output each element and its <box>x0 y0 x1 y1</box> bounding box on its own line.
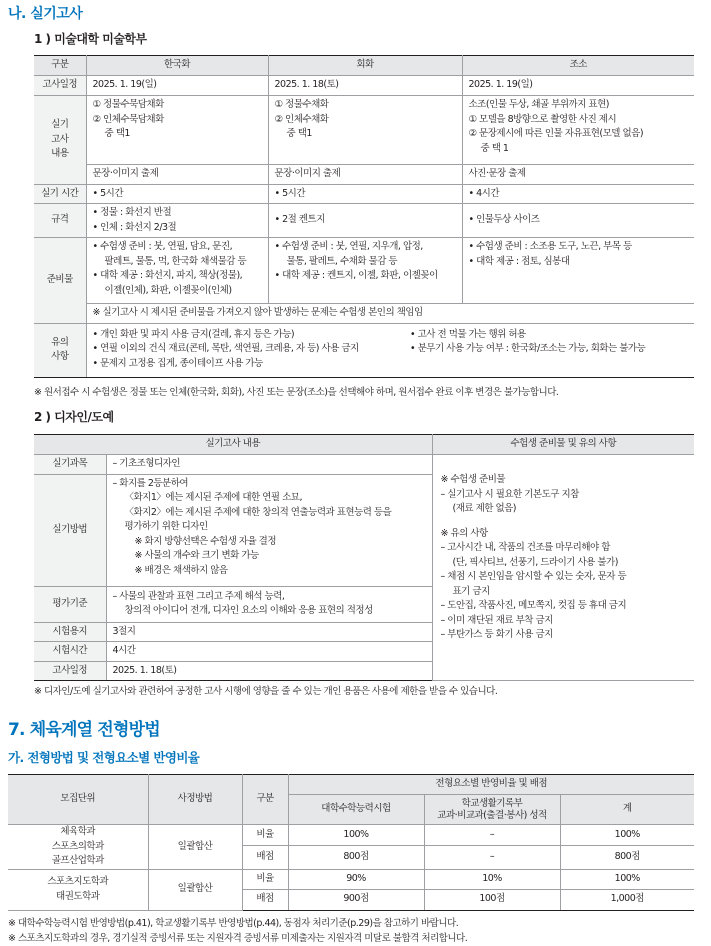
header-ratio-group: 전형요소별 반영비율 및 배점 <box>288 775 694 795</box>
sports-note-2: ※ 스포츠지도학과의 경우, 경기실적 증빙서류 또는 지원자격 증빙서류 미제출자는 지원자격 미달로 불합격 처리합니다. <box>8 933 468 944</box>
total-value: 100% <box>560 869 694 889</box>
header-category: 구분 <box>34 56 86 76</box>
header-sculpture: 조소 <box>462 56 694 76</box>
content-footer-sculpture: 사진·문장 출제 <box>462 165 694 185</box>
content-sculpture: 소조(인물 두상, 쇄골 부위까지 표현) ① 모델을 8방향으로 촬영한 사진 제시 ② 문장제시에 따른 인물 자유표현(모델 없음) 중 택 1 <box>462 96 694 165</box>
row-label-supplies: 준비물 <box>34 238 86 324</box>
exam-date-value: 2025. 1. 18(토) <box>106 661 432 681</box>
school-value: – <box>424 825 560 846</box>
sports-note-1: ※ 대학수학능력시험 반영방법(p.41), 학교생활기록부 반영방법(p.44), 동점자 처리기준(p.29)을 참고하기 바랍니다. <box>8 918 459 929</box>
row-label-criteria: 평가기준 <box>34 586 106 622</box>
school-value: – <box>424 846 560 869</box>
suneung-value: 100% <box>288 825 424 846</box>
spec-sculpture: • 인물두상 사이즈 <box>462 204 694 238</box>
content-painting: ① 정물수채화 ② 인체수채화 중 택1 <box>268 96 462 165</box>
criteria-value: – 사물의 관찰과 표현 그리고 주제 해석 능력, 창의적 아이디어 전개, 디자인 요소의 이해와 응용 표현의 적정성 <box>106 586 432 622</box>
design-exam-table <box>34 434 694 681</box>
subsection-title-art: 1 ) 미술대학 미술학부 <box>34 32 147 46</box>
supplies-note: ※ 실기고사 시 제시된 준비물을 가져오지 않아 발생하는 문제는 수험생 본인의 책임임 <box>86 304 694 324</box>
school-value: 10% <box>424 869 560 889</box>
header-school-record: 학교생활기록부 교과·비교과(출결·봉사) 성적 <box>424 795 560 825</box>
section-7-subtitle: 가. 전형방법 및 전형요소별 반영비율 <box>8 750 200 765</box>
units-group-2: 스포츠지도학과 태권도학과 <box>8 869 148 910</box>
date-sculpture: 2025. 1. 19(일) <box>462 76 694 96</box>
row-label-exam-date: 고사일정 <box>34 661 106 681</box>
art-note: ※ 원서접수 시 수험생은 정물 또는 인체(한국화, 회화), 사진 또는 문장(조소)을 선택해야 하며, 원서접수 완료 이후 변경은 불가능합니다. <box>34 387 559 398</box>
row-label-time: 실기 시간 <box>34 184 86 204</box>
caution-right: • 고사 전 먹물 가는 행위 허용 • 분무기 사용 가능 여부 : 한국화/조소는 가능, 회화는 불가능 <box>462 323 694 377</box>
row-label-exam-time: 시험시간 <box>34 642 106 662</box>
method-group-1: 일괄합산 <box>148 825 242 870</box>
units-group-1: 체육학과 스포츠의학과 골프산업학과 <box>8 825 148 870</box>
art-exam-table <box>34 55 694 378</box>
header-method: 사정방법 <box>148 775 242 825</box>
row-label-date: 고사일정 <box>34 76 86 96</box>
time-sculpture: • 4시간 <box>462 184 694 204</box>
subsection-title-design: 2 ) 디자인/도예 <box>34 410 114 424</box>
prep-list: ※ 수험생 준비물 – 실기고사 시 필요한 기본도구 지참 (재료 제한 없음) ※ 유의 사항 – 고사시간 내, 작품의 건조를 마무리해야 함 (단, 픽사티브, 선풍기, 드라이기 사용 불가) – 채점 시 본인임을 암시할 수 있는 숫자, 문자 등 표기 금지 – 도안집, 작품사진, 메모쪽지, 컷집 등 휴대 금지 – 이미 재단된 재료 부착 금지 – 부탄가스 등 화기 사용 금지 <box>432 455 694 681</box>
supplies-sculpture: • 수험생 준비 : 소조용 도구, 노끈, 부목 등 • 대학 제공 : 점토, 심봉대 <box>462 238 694 304</box>
suneung-value: 900점 <box>288 889 424 910</box>
header-exam-content: 실기고사 내용 <box>34 435 432 455</box>
kind-score: 배점 <box>242 846 288 869</box>
row-label-spec: 규격 <box>34 204 86 238</box>
date-painting: 2025. 1. 18(토) <box>268 76 462 96</box>
row-label-method: 실기방법 <box>34 474 106 586</box>
design-note: ※ 디자인/도예 실기고사와 관련하여 공정한 고사 시행에 영향을 줄 수 있는 개인 용품은 사용에 제한을 받을 수 있습니다. <box>34 686 498 697</box>
method-group-2: 일괄합산 <box>148 869 242 910</box>
suneung-value: 800점 <box>288 846 424 869</box>
total-value: 100% <box>560 825 694 846</box>
kind-ratio: 비율 <box>242 869 288 889</box>
time-painting: • 5시간 <box>268 184 462 204</box>
section-title: 나. 실기고사 <box>8 6 83 22</box>
sports-selection-table <box>8 774 694 911</box>
header-total: 계 <box>560 795 694 825</box>
section-7-title: 7. 체육계열 전형방법 <box>8 720 160 740</box>
school-value: 100점 <box>424 889 560 910</box>
kind-ratio: 비율 <box>242 825 288 846</box>
supplies-painting: • 수험생 준비 : 붓, 연필, 지우개, 압정, 물통, 팔레트, 수채화 물감 등 • 대학 제공 : 켄트지, 이젤, 화판, 이젤꽂이 <box>268 238 462 304</box>
supplies-korean: • 수험생 준비 : 붓, 연필, 담요, 문진, 팔레트, 물통, 먹, 한국화 채색물감 등 • 대학 제공 : 화선지, 파지, 책상(정물), 이젤(인체), 화판, 이젤꽂이(인체) <box>86 238 268 304</box>
row-label-paper: 시험용지 <box>34 622 106 642</box>
total-value: 1,000점 <box>560 889 694 910</box>
suneung-value: 90% <box>288 869 424 889</box>
row-label-caution: 유의 사항 <box>34 323 86 377</box>
method-value: – 화지를 2등분하여 〈화지1〉에는 제시된 주제에 대한 연필 소묘, 〈화지2〉에는 제시된 주제에 대한 창의적 연출능력과 표현능력 등을 평가하기 위한 디자인 ※ 화지 방향선택은 수험생 자율 결정 ※ 사물의 개수와 크기 변화 가능 ※ 배경은 채색하지 않음 <box>106 474 432 586</box>
row-label-subject: 실기과목 <box>34 455 106 475</box>
content-footer-korean: 문장·이미지 출제 <box>86 165 268 185</box>
caution-left: • 개인 화판 및 파지 사용 금지(걸레, 휴지 등은 가능) • 연필 이외의 건식 재료(콘테, 목탄, 색연필, 크레용, 자 등) 사용 금지 • 문제지 고정용 집게, 종이테이프 사용 가능 <box>86 323 462 377</box>
header-suneung: 대학수학능력시험 <box>288 795 424 825</box>
header-kind: 구분 <box>242 775 288 825</box>
subject-value: – 기초조형디자인 <box>106 455 432 475</box>
header-painting: 회화 <box>268 56 462 76</box>
time-korean: • 5시간 <box>86 184 268 204</box>
spec-korean: • 정물 : 화선지 반절 • 인체 : 화선지 2/3절 <box>86 204 268 238</box>
spec-painting: • 2절 켄트지 <box>268 204 462 238</box>
header-unit: 모집단위 <box>8 775 148 825</box>
content-korean: ① 정물수묵담채화 ② 인체수묵담채화 중 택1 <box>86 96 268 165</box>
total-value: 800점 <box>560 846 694 869</box>
row-label-content: 실기 고사 내용 <box>34 96 86 185</box>
kind-score: 배점 <box>242 889 288 910</box>
header-prep: 수험생 준비물 및 유의 사항 <box>432 435 694 455</box>
header-korean-painting: 한국화 <box>86 56 268 76</box>
paper-value: 3절지 <box>106 622 432 642</box>
date-korean: 2025. 1. 19(일) <box>86 76 268 96</box>
exam-time-value: 4시간 <box>106 642 432 662</box>
content-footer-painting: 문장·이미지 출제 <box>268 165 462 185</box>
